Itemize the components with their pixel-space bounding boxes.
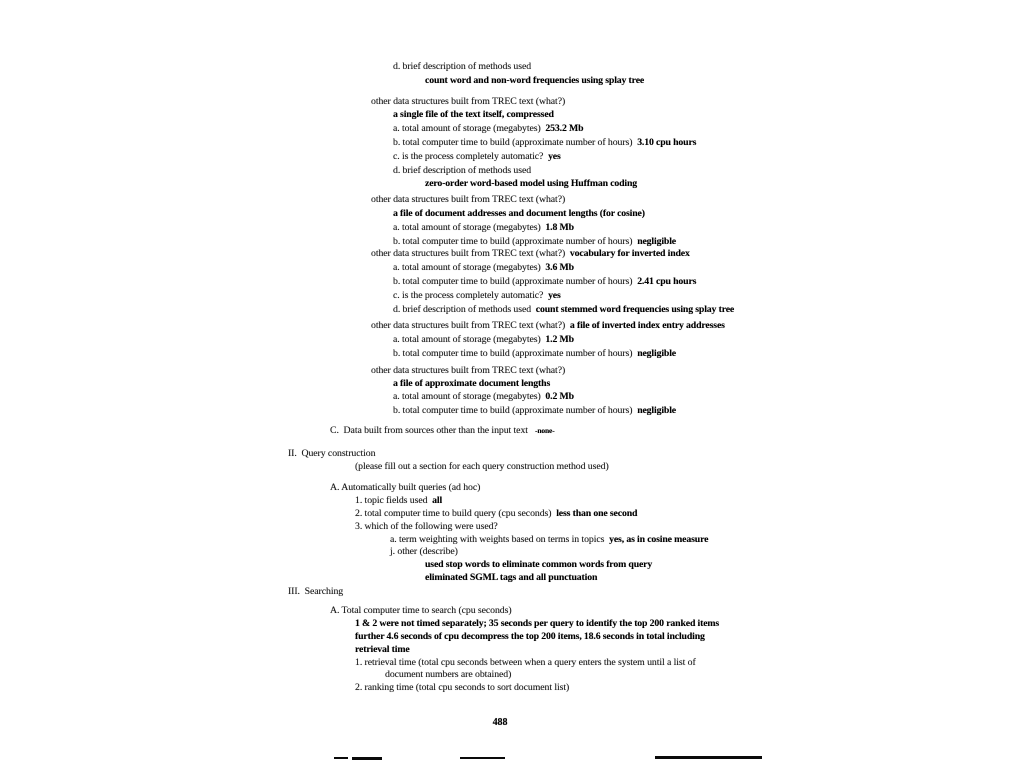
question-text-run: d. brief description of methods used xyxy=(393,303,536,315)
document-body xyxy=(0,61,1024,695)
question-text-run: other data structures built from TREC text (what?) xyxy=(371,248,570,260)
doc-line-33 xyxy=(0,534,1024,547)
scan-artifact xyxy=(655,756,762,759)
question-text-run: III. Searching xyxy=(288,585,344,597)
doc-line-31 xyxy=(0,508,1024,521)
doc-line-21 xyxy=(0,348,1024,361)
question-text-run: b. total computer time to build (approximate number of hours) xyxy=(393,275,638,287)
answer-text-run: 1.2 Mb xyxy=(545,334,574,346)
question-text-run: a. term weighting with weights based on terms in topics xyxy=(390,533,610,545)
question-text-run: a. total amount of storage (megabytes) xyxy=(393,123,546,135)
answer-text-run: a file of inverted index entry addresses xyxy=(569,320,725,332)
question-text-run: 2. total computer time to build query (cpu seconds) xyxy=(355,507,557,519)
question-text-run: b. total computer time to build (approximate number of hours) xyxy=(393,347,638,359)
scan-artifact xyxy=(334,757,348,759)
question-text-run: c. is the process completely automatic? xyxy=(393,150,549,162)
answer-text-run: 1 & 2 were not timed separately; 35 seconds per query to identify the top 200 ranked items xyxy=(355,618,720,630)
doc-line-14 xyxy=(0,248,1024,261)
doc-line-12 xyxy=(0,222,1024,235)
answer-text-run: eliminated SGML tags and all punctuation xyxy=(425,571,598,583)
doc-line-24 xyxy=(0,391,1024,404)
question-text-run: other data structures built from TREC text (what?) xyxy=(371,320,570,332)
question-text-run: 2. ranking time (total cpu seconds to sort document list) xyxy=(355,682,570,694)
answer-text-run: yes xyxy=(548,289,561,301)
doc-line-28 xyxy=(0,461,1024,474)
answer-text-run: a file of document addresses and document lengths (for cosine) xyxy=(393,207,645,219)
question-text-run: a. total amount of storage (megabytes) xyxy=(393,262,546,274)
question-text-run: 1. retrieval time (total cpu seconds between when a query enters the system until a list of xyxy=(355,656,696,668)
answer-text-run: vocabulary for inverted index xyxy=(569,248,690,260)
question-text-run: A. Total computer time to search (cpu seconds) xyxy=(330,605,512,617)
doc-line-42 xyxy=(0,657,1024,670)
doc-line-43 xyxy=(0,669,1024,682)
doc-line-36 xyxy=(0,572,1024,585)
answer-text-run: 1.8 Mb xyxy=(545,221,574,233)
answer-text-run: zero-order word-based model using Huffman coding xyxy=(425,178,638,190)
doc-line-34 xyxy=(0,546,1024,559)
doc-line-40 xyxy=(0,631,1024,644)
scan-artifact xyxy=(352,757,382,760)
doc-line-22 xyxy=(0,365,1024,378)
doc-line-4 xyxy=(0,109,1024,122)
doc-line-16 xyxy=(0,276,1024,289)
doc-line-29 xyxy=(0,482,1024,495)
question-text-run: 3. which of the following were used? xyxy=(355,520,498,532)
doc-line-30 xyxy=(0,495,1024,508)
question-text-run: 1. topic fields used xyxy=(355,495,433,507)
question-text-run: a. total amount of storage (megabytes) xyxy=(393,334,546,346)
answer-text-run: a file of approximate document lengths xyxy=(393,377,551,389)
question-text-run: d. brief description of methods used xyxy=(393,61,532,72)
answer-text-run: yes xyxy=(548,150,561,162)
question-text-run: j. other (describe) xyxy=(390,546,458,558)
doc-line-44 xyxy=(0,682,1024,695)
doc-line-17 xyxy=(0,290,1024,303)
doc-line-11 xyxy=(0,208,1024,221)
answer-text-run: -none- xyxy=(535,425,555,435)
doc-line-39 xyxy=(0,618,1024,631)
question-text-run: II. Query construction xyxy=(288,447,376,459)
doc-line-7 xyxy=(0,151,1024,164)
doc-line-23 xyxy=(0,378,1024,391)
question-text-run: b. total computer time to build (approximate number of hours) xyxy=(393,235,638,247)
answer-text-run: negligible xyxy=(637,347,676,359)
answer-text-run: count word and non-word frequencies using splay tree xyxy=(425,74,645,86)
doc-line-26 xyxy=(0,425,1024,438)
doc-line-10 xyxy=(0,194,1024,207)
question-text-run: other data structures built from TREC text (what?) xyxy=(371,194,566,206)
question-text-run: a. total amount of storage (megabytes) xyxy=(393,221,546,233)
doc-line-27 xyxy=(0,448,1024,461)
doc-line-2 xyxy=(0,75,1024,88)
answer-text-run: less than one second xyxy=(556,507,638,519)
doc-line-25 xyxy=(0,405,1024,418)
doc-line-3 xyxy=(0,96,1024,109)
answer-text-run: all xyxy=(432,495,443,507)
doc-line-38 xyxy=(0,605,1024,618)
answer-text-run: 3.10 cpu hours xyxy=(637,136,697,148)
question-text-run: document numbers are obtained) xyxy=(385,669,512,681)
doc-line-19 xyxy=(0,320,1024,333)
question-text-run: c. is the process completely automatic? xyxy=(393,289,549,301)
doc-line-5 xyxy=(0,123,1024,136)
question-text-run: A. Automatically built queries (ad hoc) xyxy=(330,482,481,494)
answer-text-run: a single file of the text itself, compressed xyxy=(393,109,554,121)
question-text-run: d. brief description of methods used xyxy=(393,164,532,176)
answer-text-run: negligible xyxy=(637,235,676,247)
doc-line-18 xyxy=(0,304,1024,317)
answer-text-run: 2.41 cpu hours xyxy=(637,275,697,287)
doc-line-13 xyxy=(0,236,1024,249)
doc-line-41 xyxy=(0,644,1024,657)
doc-line-37 xyxy=(0,586,1024,599)
doc-line-20 xyxy=(0,334,1024,347)
question-text-run: a. total amount of storage (megabytes) xyxy=(393,391,546,403)
doc-line-9 xyxy=(0,178,1024,191)
doc-line-1 xyxy=(0,61,1024,74)
question-text-run: (please fill out a section for each query construction method used) xyxy=(355,460,609,472)
answer-text-run: 3.6 Mb xyxy=(545,262,574,274)
answer-text-run: retrieval time xyxy=(355,643,410,655)
question-text-run: C. Data built from sources other than the input text xyxy=(330,424,536,436)
answer-text-run: used stop words to eliminate common words from query xyxy=(425,559,653,571)
doc-line-15 xyxy=(0,262,1024,275)
answer-text-run: count stemmed word frequencies using splay tree xyxy=(535,303,735,315)
answer-text-run: yes, as in cosine measure xyxy=(609,533,709,545)
answer-text-run: further 4.6 seconds of cpu decompress the top 200 items, 18.6 seconds in total including xyxy=(355,631,705,643)
answer-text-run: 0.2 Mb xyxy=(545,391,574,403)
question-text-run: other data structures built from TREC text (what?) xyxy=(371,364,566,376)
doc-line-8 xyxy=(0,165,1024,178)
question-text-run: b. total computer time to build (approximate number of hours) xyxy=(393,136,638,148)
scan-artifact xyxy=(460,757,505,759)
question-text-run: b. total computer time to build (approximate number of hours) xyxy=(393,405,638,417)
answer-text-run: 253.2 Mb xyxy=(545,123,584,135)
page-number: 488 xyxy=(492,717,508,728)
question-text-run: other data structures built from TREC text (what?) xyxy=(371,95,566,107)
doc-line-35 xyxy=(0,559,1024,572)
doc-line-32 xyxy=(0,521,1024,534)
answer-text-run: negligible xyxy=(637,405,676,417)
doc-line-6 xyxy=(0,137,1024,150)
